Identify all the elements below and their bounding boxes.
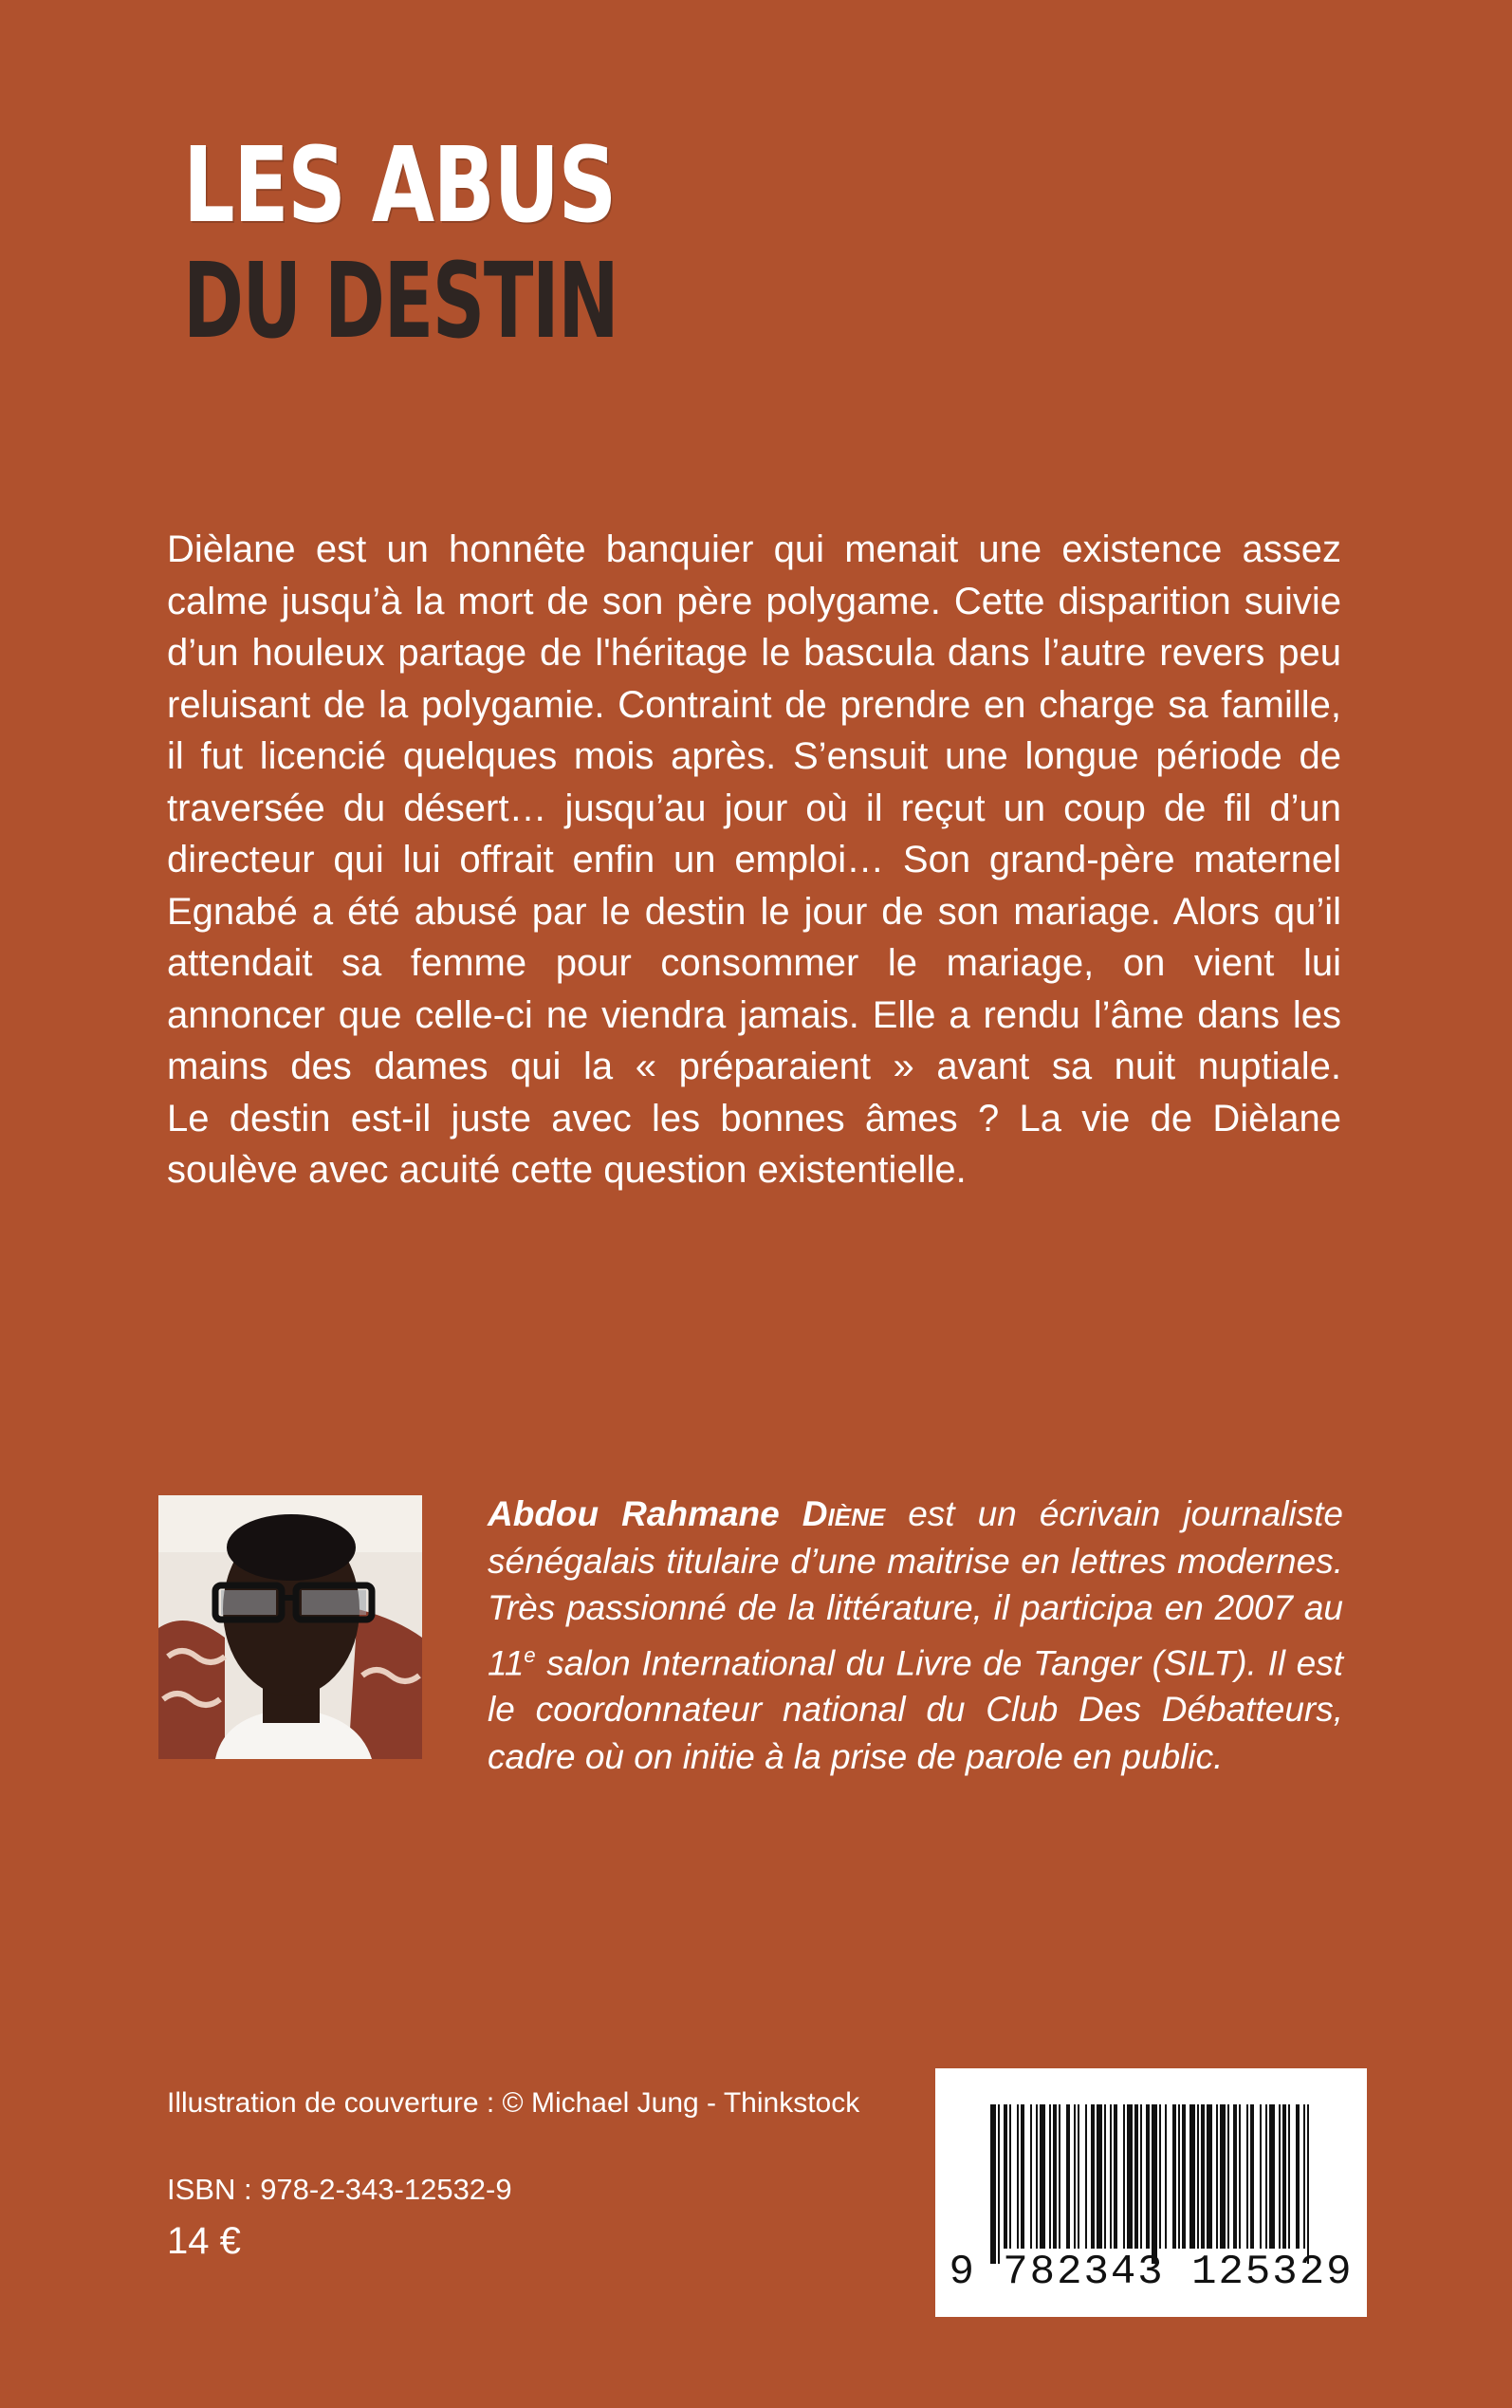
barcode-bar <box>1066 2104 1070 2249</box>
synopsis <box>167 524 1341 1196</box>
barcode-bar <box>1009 2104 1011 2249</box>
barcode-bar <box>1197 2104 1199 2249</box>
barcode-bar <box>1036 2104 1038 2249</box>
barcode-bar <box>1140 2104 1142 2249</box>
author-bio-text <box>488 1491 1343 1780</box>
synopsis-paragraph: Dièlane est un honnête banquier qui menait une existence assez calme jusqu’à la mort de son père polygame. Cette disparition suivie d’un houleux partage de l'héritage le bascula dans l’autre revers peu reluisant de la polygamie. Contraint de prendre en charge sa famille, il fut licencié quelques mois après. S’ensuit une longue période de traversée du désert… jusqu’au jour où il reçut un coup de fil d’un directeur qui lui offrait enfin un emploi… Son grand-père maternel Egnabé a été abusé par le destin le jour de son mariage. Alors qu’il attendait sa femme pour consommer le mariage, on vient lui annoncer que celle-ci ne viendra jamais. Elle a rendu l’âme dans les mains des dames qui la « préparaient » avant sa nuit nuptiale. <box>167 528 1341 1087</box>
barcode-bar <box>1288 2104 1290 2249</box>
barcode-bar <box>1030 2104 1032 2249</box>
author-bio <box>488 1491 1343 1780</box>
price: 14 € <box>167 2220 241 2262</box>
barcode-bar <box>1269 2104 1275 2249</box>
barcode-bar <box>1296 2104 1300 2249</box>
title-line-1: LES ABUS <box>183 124 616 246</box>
author-name <box>488 1494 885 1533</box>
barcode-bar <box>1178 2104 1180 2249</box>
barcode-bar <box>1152 2104 1157 2264</box>
barcode-bar <box>1091 2104 1095 2249</box>
barcode-bar <box>1049 2104 1051 2249</box>
bio-part-2: salon International du Livre de Tanger (SILT). Il est le coordonnateur national du Club Des Débatteurs, cadre où on initie à la prise de parole en public. <box>488 1642 1343 1776</box>
author-portrait-image <box>158 1495 422 1759</box>
title-line-2: DU DESTIN <box>183 240 618 361</box>
barcode-bar <box>1265 2104 1267 2249</box>
barcode-bar <box>1207 2104 1212 2249</box>
cover-illustration-credit: Illustration de couverture : © Michael Jung - Thinkstock <box>167 2087 860 2119</box>
barcode-bar <box>1004 2104 1007 2249</box>
barcode-bar <box>1303 2104 1305 2249</box>
barcode-bar <box>1127 2104 1133 2249</box>
barcode-bar <box>1233 2104 1237 2249</box>
barcode-bar <box>990 2104 996 2264</box>
synopsis-closing: Le destin est-il juste avec les bonnes âmes ? La vie de Dièlane soulève avec acuité cette question existentielle. <box>167 1097 1341 1191</box>
barcode-bar <box>1201 2104 1205 2249</box>
barcode-bar <box>1053 2104 1057 2249</box>
barcode-bar <box>1040 2104 1045 2249</box>
author-last-name: Diène <box>802 1494 886 1533</box>
barcode-bar <box>1104 2104 1106 2249</box>
barcode-bar <box>1189 2104 1195 2249</box>
barcode-bar <box>1059 2104 1060 2249</box>
barcode-bar <box>1239 2104 1241 2249</box>
barcode-bar <box>1220 2104 1226 2249</box>
barcode-bar <box>1227 2104 1229 2249</box>
barcode-bar <box>1123 2104 1125 2249</box>
barcode-bar <box>1172 2104 1176 2249</box>
barcode-bar <box>1146 2104 1150 2249</box>
barcode-bar <box>1182 2104 1186 2249</box>
barcode-number: 9 782343 125329 <box>949 2249 1354 2296</box>
barcode-bar <box>1282 2104 1286 2249</box>
barcode <box>935 2068 1367 2317</box>
barcode-bar <box>1250 2104 1254 2249</box>
barcode-bar <box>1074 2104 1076 2249</box>
barcode-bar <box>1159 2104 1161 2249</box>
barcode-bar <box>998 2104 1000 2264</box>
book-title <box>183 124 676 361</box>
barcode-bar <box>1279 2104 1281 2249</box>
bio-superscript: e <box>524 1642 536 1667</box>
barcode-bar <box>1021 2104 1024 2249</box>
barcode-bar <box>1078 2104 1079 2249</box>
barcode-bar <box>1165 2104 1167 2249</box>
bio-part-1: est un écrivain journaliste sénégalais titulaire d’une maitrise en lettres modernes. Très passionné de la littérature, il participa en 2007 au 11 <box>488 1494 1344 1682</box>
barcode-bar <box>1085 2104 1087 2249</box>
barcode-bar <box>1097 2104 1102 2249</box>
barcode-bar <box>1134 2104 1138 2249</box>
barcode-bar <box>1246 2104 1248 2249</box>
isbn: ISBN : 978-2-343-12532-9 <box>167 2173 512 2206</box>
barcode-bar <box>1216 2104 1218 2249</box>
barcode-bar <box>1260 2104 1262 2249</box>
barcode-bar <box>1110 2104 1112 2249</box>
barcode-bar <box>1017 2104 1019 2249</box>
barcode-bar <box>1114 2104 1117 2249</box>
barcode-bar <box>1307 2104 1309 2264</box>
author-first-name: Abdou Rahmane <box>488 1494 780 1533</box>
author-photo <box>158 1495 422 1759</box>
